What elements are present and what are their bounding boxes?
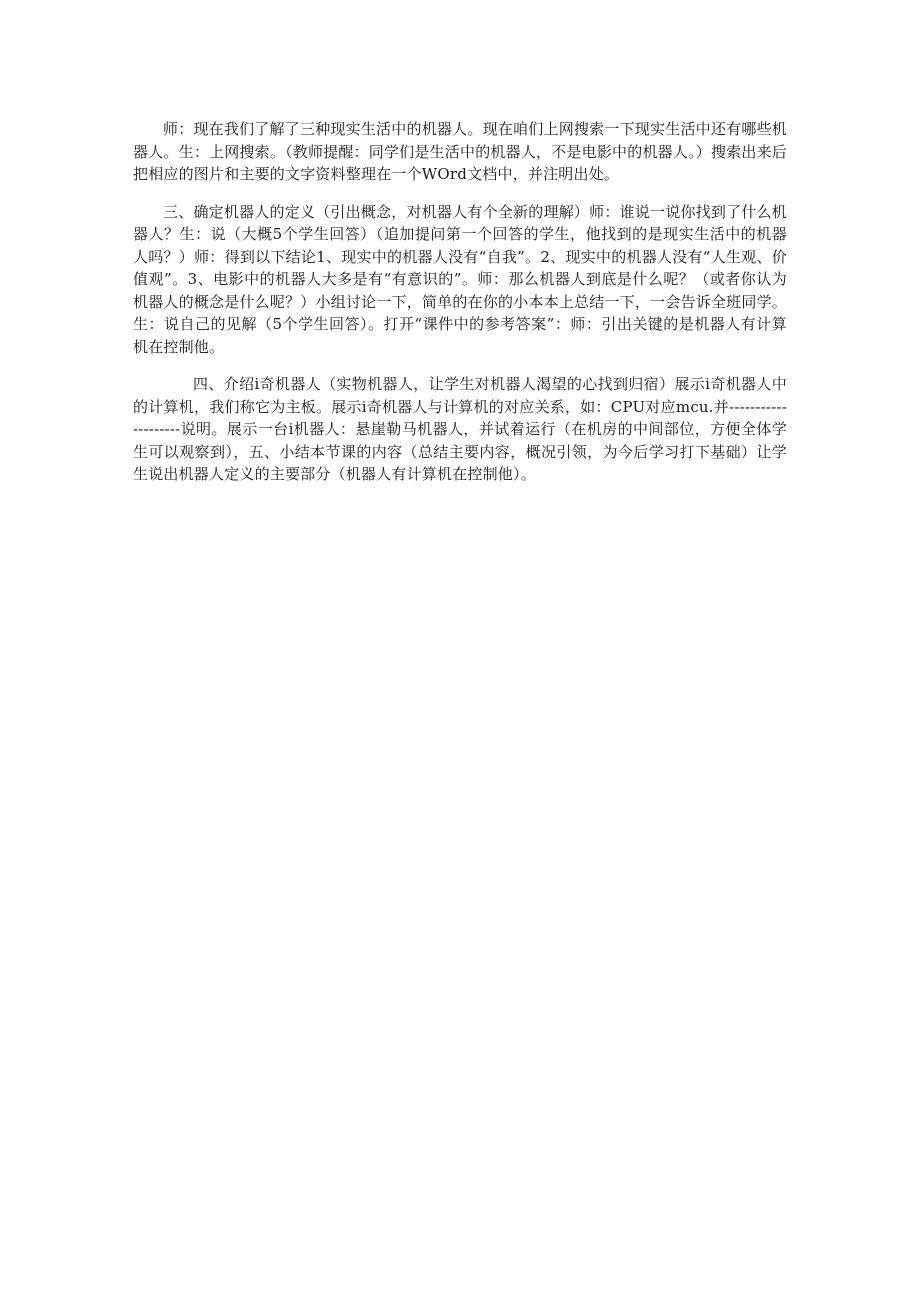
paragraph-search-robots: 师：现在我们了解了三种现实生活中的机器人。现在咱们上网搜索一下现实生活中还有哪些机器人。生：上网搜索。（教师提醒：同学们是生活中的机器人，不是电影中的机器人。）搜索出来后把相应的图片和主要的文字资料整理在一个WOrd文档中，并注明出处。 (133, 120, 787, 183)
document-body (133, 118, 787, 486)
paragraph-robot-definition: 三、确定机器人的定义（引出概念，对机器人有个全新的理解）师：谁说一说你找到了什么机器人？生：说（大概5个学生回答）（追加提问第一个回答的学生，他找到的是现实生活中的机器人吗？）师：得到以下结论1、现实中的机器人没有“自我”。2、现实中的机器人没有“人生观、价值观”。3、电影中的机器人大多是有“有意识的”。师：那么机器人到底是什么呢？（或者你认为机器人的概念是什么呢？）小组讨论一下，简单的在你的小本本上总结一下，一会告诉全班同学。生：说自己的见解（5个学生回答）。打开“课件中的参考答案”：师：引出关键的是机器人有计算机在控制他。 (133, 202, 787, 356)
paragraph-i-robot-intro: 四、介绍i奇机器人（实物机器人，让学生对机器人渴望的心找到归宿）展示i奇机器人中的计算机，我们称它为主板。展示i奇机器人与计算机的对应关系，如：CPU对应mcu.并--------------------说明。展示一台i机器人：悬崖勒马机器人，并试着运行（在机房的中间部位，方便全体学生可以观察到），五、小结本节课的内容（总结主要内容，概况引领，为今后学习打下基础）让学生说出机器人定义的主要部分（机器人有计算机在控制他）。 (133, 375, 787, 483)
